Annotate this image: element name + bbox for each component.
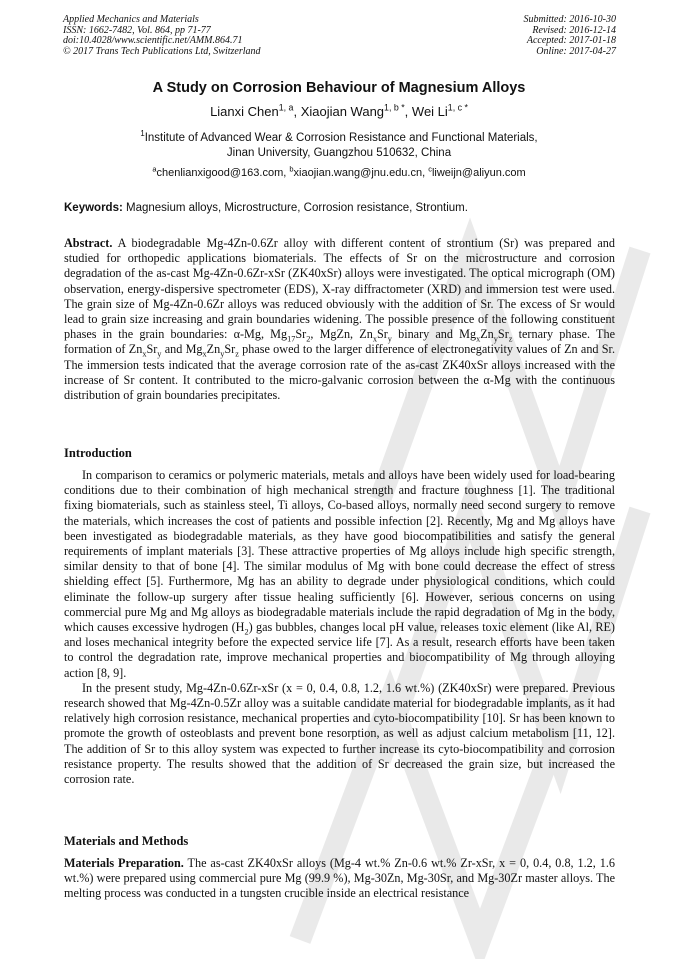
issn: ISSN: 1662-7482, Vol. 864, pp 71-77 <box>63 24 211 36</box>
paragraph <box>64 468 615 681</box>
abstract-text: Sr <box>146 342 158 357</box>
copyright: © 2017 Trans Tech Publications Ltd, Switzerland <box>63 45 261 57</box>
author-separator: , <box>404 104 412 119</box>
abstract-text: and Mg <box>161 342 203 357</box>
author-marker: 1, b * <box>384 102 405 113</box>
author-name: Lianxi Chen <box>210 104 279 119</box>
online-date: Online: 2017-04-27 <box>536 45 616 57</box>
keywords-text: Magnesium alloys, Microstructure, Corrosion resistance, Strontium. <box>122 202 468 214</box>
email-address: liweijn@aliyun.com <box>431 167 526 179</box>
header-left <box>63 15 261 57</box>
abstract-text: Zn <box>480 327 494 342</box>
section-heading-methods: Materials and Methods <box>64 834 189 848</box>
paragraph-text: ) gas bubbles, changes local pH value, releases toxic element (like Al, RE) and loses mechanical integrity before the expected service life [7]. As a result, research efforts have been taken to control the degradation rate, improve mechanical properties and biocompatibility of Mg through alloying action [8, 9]. <box>64 620 615 680</box>
abstract-text: Sr <box>224 342 236 357</box>
subscript: x <box>202 349 207 359</box>
email-separator: , <box>283 167 290 179</box>
submitted-date: Submitted: 2016-10-30 <box>523 14 616 25</box>
abstract-text: ternary phase. The formation of Zn <box>64 327 615 357</box>
email-separator: , <box>422 167 429 179</box>
email-list <box>0 164 678 179</box>
paragraph: In the present study, Mg-4Zn-0.6Zr-xSr (x = 0, 0.4, 0.8, 1.2, 1.6 wt.%) (ZK40xSr) were prepared. Previous research showed that Mg-4Zn-0.5Zr alloy was a suitable candidate material for biodegradable implants, as it had relatively high corrosion resistance, mechanical properties and cyto-biocompatibility [10]. Sr has been known to promote the growth of osteoblasts and prevent bone resorption, as well as adjust calcium metabolism [11, 12]. The addition of Sr to this alloy system was expected to further increase its cyto-biocompatibility and corrosion resistance property. The results showed that the addition of Sr decreased the grain size, but increased the corrosion rate. <box>64 680 615 787</box>
subscript: 2 <box>244 627 249 637</box>
abstract-text: Sr <box>497 327 509 342</box>
affiliation-line-1: Institute of Advanced Wear & Corrosion Resistance and Functional Materials, <box>144 132 538 144</box>
email-marker: b <box>289 164 294 174</box>
author-name: Xiaojian Wang <box>300 104 385 119</box>
subscript: y <box>387 334 392 344</box>
methods-body <box>64 856 615 902</box>
email-marker: a <box>152 164 157 174</box>
revised-date: Revised: 2016-12-14 <box>532 24 616 36</box>
abstract-text: , MgZn, Zn <box>310 327 373 342</box>
affiliation-line-2: Jinan University, Guangzhou 510632, China <box>226 147 452 159</box>
paper-title: A Study on Corrosion Behaviour of Magnesium Alloys <box>152 80 526 96</box>
abstract-text: phase owed to the larger difference of electronegativity values of Zn and Sr. The immersion tests indicated that the average corrosion rate of the as-cast ZK40xSr alloys increased with the increase of Sr content. It contributed to the micro-galvanic corrosion between the α-Mg with the continuous distribution of grain boundaries precipitates. <box>64 342 615 403</box>
abstract-label: Abstract. <box>64 236 113 250</box>
author-marker: 1, c * <box>447 102 468 113</box>
subscript: x <box>372 334 377 344</box>
subscript: z <box>235 349 239 359</box>
header-right <box>524 15 617 57</box>
author-list <box>0 104 678 119</box>
section-heading-introduction: Introduction <box>64 446 132 460</box>
affiliation <box>0 131 678 161</box>
subscript: x <box>476 334 481 344</box>
paragraph <box>64 856 615 902</box>
keywords <box>64 202 616 214</box>
email-address: chenlianxigood@163.com <box>156 167 284 179</box>
paragraph-text: The as-cast ZK40xSr alloys (Mg-4 wt.% Zn-0.6 wt.% Zr-xSr, x = 0, 0.4, 0.8, 1.2, 1.6 wt.%) were prepared using commercial pure Mg (99.9 %), Mg-30Zn, Mg-30Sr, and Mg-30Zr master alloys. The melting process was conducted in a tungsten crucible inside an electrical resistance <box>64 856 615 901</box>
introduction-body <box>64 468 615 787</box>
abstract-text: Zn <box>206 342 221 357</box>
subscript: 2 <box>306 334 311 344</box>
keywords-label: Keywords: <box>64 202 123 214</box>
abstract-text: Sr <box>376 327 388 342</box>
subscript: y <box>220 349 225 359</box>
abstract-text: binary and Mg <box>391 327 477 342</box>
subscript: 17 <box>287 334 296 344</box>
subscript: y <box>493 334 498 344</box>
subsection-label: Materials Preparation. <box>64 856 184 870</box>
subscript: x <box>142 349 147 359</box>
author-name: Wei Li <box>411 104 448 119</box>
subscript: y <box>157 349 162 359</box>
abstract-text: Sr <box>295 327 307 342</box>
abstract-text: A biodegradable Mg-4Zn-0.6Zr alloy with different content of strontium (Sr) was prepared and studied for orthopedic applications biomaterials. The effects of Sr on the microstructure and corrosion degradation of the as-cast Mg-4Zn-0.6Zr-xSr (ZK40xSr) alloys were investigated. The optical micrograph (OM) observation, energy-dispersive spectrometer (EDS), X-ray diffractometer (XRD) and immersion test were used. The grain size of Mg-4Zn-0.6Zr alloys was reduced obviously with the addition of Sr. The excess of Sr would lead to grain size increasing and grain boundaries widening. The possible presence of the following constituent phases in the grain boundaries: α-Mg, Mg <box>64 236 615 342</box>
doi: doi:10.4028/www.scientific.net/AMM.864.71 <box>63 35 243 47</box>
email-address: xiaojian.wang@jnu.edu.cn <box>293 167 423 179</box>
journal-name: Applied Mechanics and Materials <box>63 14 199 25</box>
author-marker: 1, a <box>278 102 294 113</box>
email-marker: c <box>428 164 432 174</box>
paragraph-text: In comparison to ceramics or polymeric materials, metals and alloys have been widely used for load-bearing conditions due to their combination of high mechanical strength and fracture toughness [1]. The traditional fixing biomaterials, such as stainless steel, Ti alloys, Co-based alloys, normally need second surgery to remove the materials, which increases the cost of patients and possible infection [2]. Recently, Mg and Mg alloys have been investigated as biodegradable materials, as they have good biocompatibilities and satisfy the general requirements of implant materials [3]. These attractive properties of Mg alloys include high specific strength, similar density to that of bone [4]. The similar modulus of Mg with bone could decrease the effect of stress shielding effect [5]. Furthermore, Mg has an ability to degrade under physiological conditions, which could eliminate the follow-up surgery after tissue healing sufficiently [6]. However, serious concerns on using commercial pure Mg and Mg alloys as biodegradable materials include the rapid degradation of Mg in the body, which causes excessive hydrogen (H <box>64 468 615 635</box>
accepted-date: Accepted: 2017-01-18 <box>526 35 616 47</box>
abstract <box>64 236 615 403</box>
subscript: z <box>508 334 513 344</box>
author-separator: , <box>293 104 301 119</box>
affiliation-marker: 1 <box>140 129 145 139</box>
